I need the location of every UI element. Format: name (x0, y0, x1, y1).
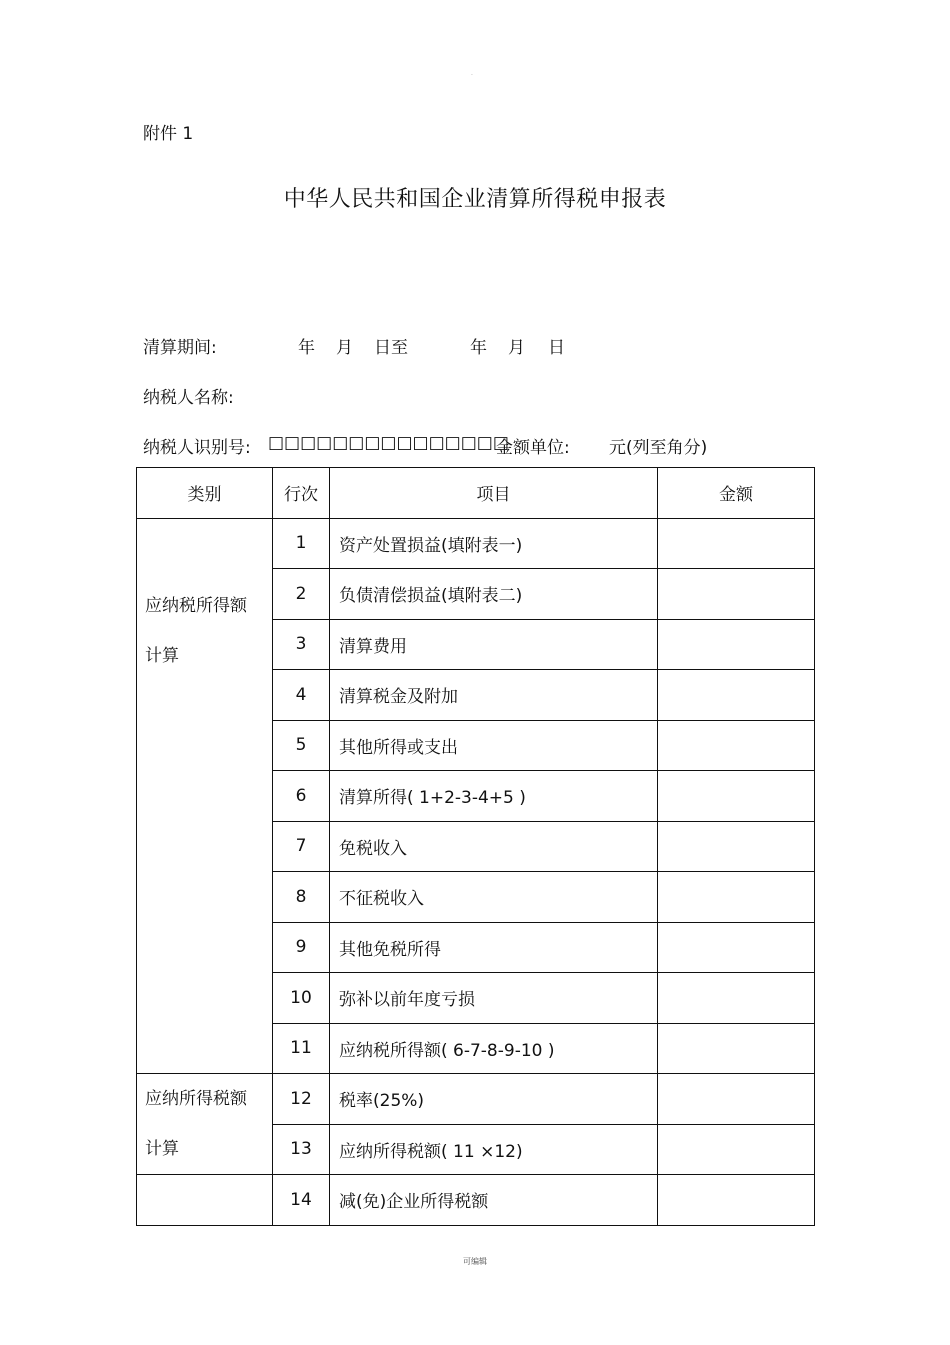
header-item: 项目 (330, 468, 658, 519)
amount-cell[interactable] (658, 569, 815, 620)
row-item: 资产处置损益(填附表一) (330, 518, 658, 569)
row-item: 应纳所得税额( 11 ×12) (330, 1124, 658, 1175)
amount-cell[interactable] (658, 821, 815, 872)
row-item: 其他所得或支出 (330, 720, 658, 771)
period-label: 清算期间: (143, 338, 217, 358)
row-number: 12 (273, 1074, 330, 1125)
taxpayer-id-boxes: □□□□□□□□□□□□□□□ (268, 433, 509, 453)
row-item: 清算费用 (330, 619, 658, 670)
row-number: 4 (273, 670, 330, 721)
table-row (137, 518, 815, 569)
period-year-start: 年 (298, 338, 315, 358)
amount-cell[interactable] (658, 720, 815, 771)
header-row-no: 行次 (273, 468, 330, 519)
row-item: 其他免税所得 (330, 922, 658, 973)
row-number: 8 (273, 872, 330, 923)
header-category: 类别 (137, 468, 273, 519)
row-item: 负债清偿损益(填附表二) (330, 569, 658, 620)
amount-cell[interactable] (658, 1175, 815, 1226)
period-month-start: 月 (336, 338, 353, 358)
footer-editable-note: 可编辑 (463, 1257, 487, 1266)
period-year-end: 年 (470, 338, 487, 358)
row-number: 2 (273, 569, 330, 620)
table-row (137, 1074, 815, 1125)
row-number: 11 (273, 1023, 330, 1074)
row-number: 1 (273, 518, 330, 569)
row-item: 清算税金及附加 (330, 670, 658, 721)
page-marker-dot: . (471, 70, 473, 77)
category-tax-payable: 应纳所得税额 计算 (137, 1074, 273, 1175)
amount-unit-label: 金额单位: (496, 438, 570, 458)
amount-cell[interactable] (658, 1074, 815, 1125)
row-number: 13 (273, 1124, 330, 1175)
amount-cell[interactable] (658, 973, 815, 1024)
form-title: 中华人民共和国企业清算所得税申报表 (283, 187, 667, 212)
amount-cell[interactable] (658, 619, 815, 670)
amount-cell[interactable] (658, 922, 815, 973)
row-number: 3 (273, 619, 330, 670)
attachment-label: 附件 1 (143, 124, 194, 144)
row-number: 9 (273, 922, 330, 973)
amount-cell[interactable] (658, 771, 815, 822)
period-month-end: 月 (508, 338, 525, 358)
row-item: 弥补以前年度亏损 (330, 973, 658, 1024)
amount-cell[interactable] (658, 872, 815, 923)
amount-cell[interactable] (658, 670, 815, 721)
row-item: 应纳税所得额( 6-7-8-9-10 ) (330, 1023, 658, 1074)
row-number: 5 (273, 720, 330, 771)
row-number: 7 (273, 821, 330, 872)
amount-unit-value: 元(列至角分) (609, 438, 708, 458)
row-item: 清算所得( 1+2-3-4+5 ) (330, 771, 658, 822)
table-row (137, 1175, 815, 1226)
header-amount: 金额 (658, 468, 815, 519)
row-number: 14 (273, 1175, 330, 1226)
row-number: 6 (273, 771, 330, 822)
period-day-end: 日 (548, 338, 565, 358)
category-taxable-income: 应纳税所得额 计算 (137, 518, 273, 1074)
amount-cell[interactable] (658, 518, 815, 569)
table-header-row (137, 468, 815, 519)
row-item: 税率(25%) (330, 1074, 658, 1125)
taxpayer-id-label: 纳税人识别号: (143, 438, 251, 458)
category-empty (137, 1175, 273, 1226)
taxpayer-name-label: 纳税人名称: (143, 388, 234, 408)
declaration-table (136, 467, 815, 1226)
row-item: 不征税收入 (330, 872, 658, 923)
row-item: 免税收入 (330, 821, 658, 872)
period-day-start: 日至 (374, 338, 408, 358)
amount-cell[interactable] (658, 1023, 815, 1074)
row-item: 减(免)企业所得税额 (330, 1175, 658, 1226)
row-number: 10 (273, 973, 330, 1024)
amount-cell[interactable] (658, 1124, 815, 1175)
